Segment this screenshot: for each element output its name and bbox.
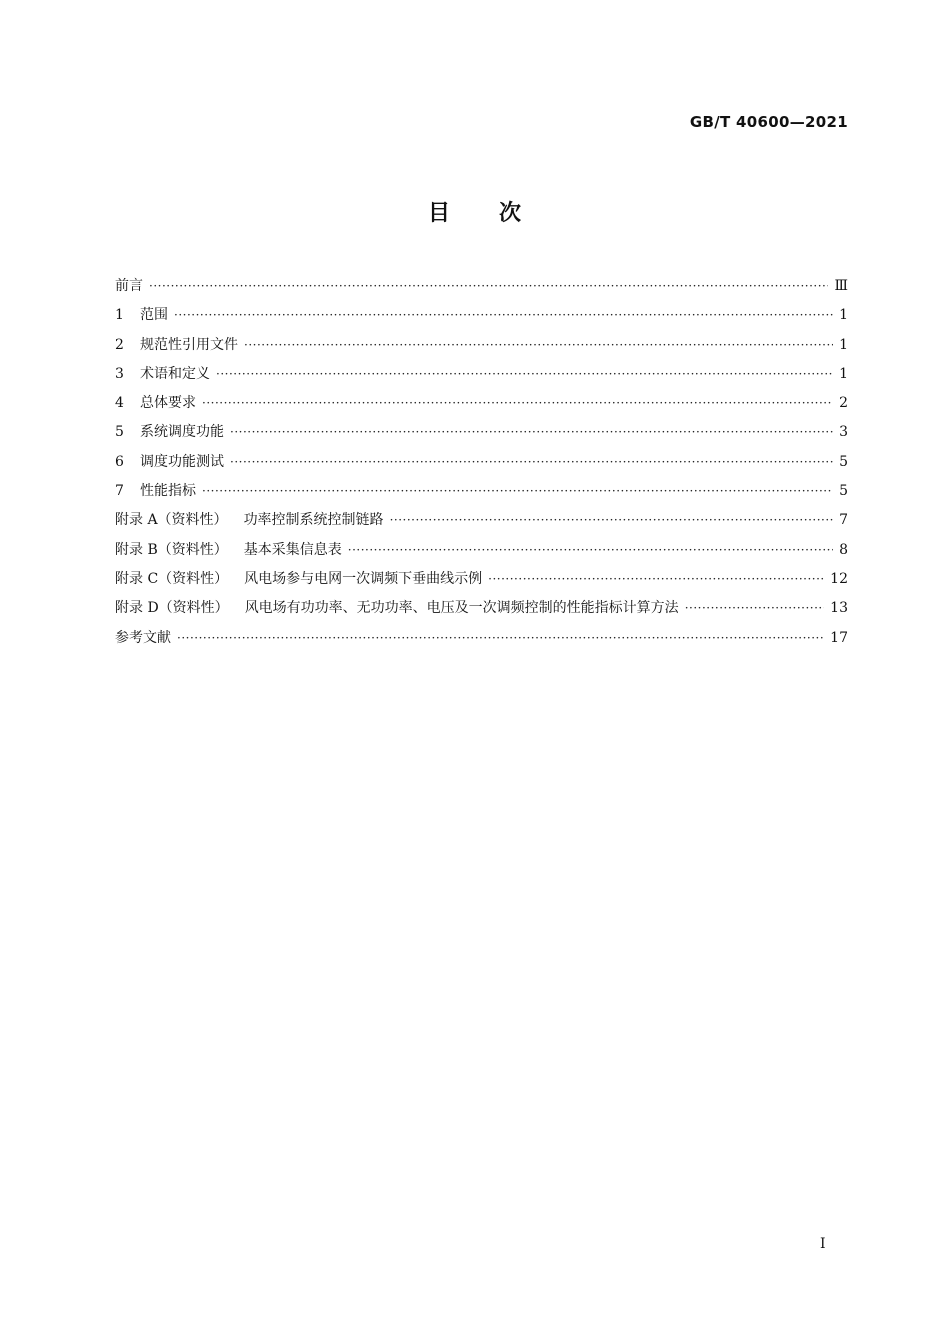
toc-number: 7 [115, 483, 124, 500]
toc-label: 系统调度功能 [140, 424, 224, 441]
toc-number: 3 [115, 365, 124, 382]
dot-leader [174, 301, 833, 330]
toc-label: 规范性引用文件 [140, 336, 238, 353]
toc-label: 调度功能测试 [140, 453, 224, 470]
toc-entry-2[interactable] [115, 331, 848, 360]
toc-page-number: 1 [839, 307, 848, 324]
toc-subtitle: 基本采集信息表 [243, 541, 342, 558]
toc-label: 前言 [115, 278, 143, 294]
title-char-1: 目 [427, 201, 451, 226]
toc-page-number: 1 [839, 365, 848, 382]
table-of-contents [115, 272, 848, 653]
toc-subtitle: 风电场参与电网一次调频下垂曲线示例 [244, 570, 483, 587]
dot-leader [149, 272, 828, 301]
dot-leader [230, 418, 833, 447]
toc-entry-1[interactable] [115, 301, 848, 330]
toc-number: 5 [115, 424, 124, 441]
dot-leader [390, 506, 834, 535]
dot-leader [348, 536, 833, 565]
toc-page-number: 2 [839, 395, 848, 412]
toc-label: 参考文献 [115, 629, 171, 646]
dot-leader [244, 331, 833, 360]
toc-entry-annex-b[interactable] [115, 536, 848, 565]
title-char-2: 次 [499, 201, 523, 226]
toc-subtitle: 功率控制系统控制链路 [243, 512, 384, 529]
page-number: I [820, 1236, 826, 1252]
toc-page-number: 12 [830, 570, 848, 587]
dot-leader [216, 360, 833, 389]
dot-leader [488, 565, 824, 594]
toc-page-number: 13 [830, 600, 848, 617]
page-title [0, 196, 950, 227]
toc-number: 1 [115, 307, 124, 324]
toc-page-number: 3 [839, 424, 848, 441]
dot-leader [202, 389, 833, 418]
toc-number: 4 [115, 395, 124, 412]
toc-entry-annex-d[interactable] [115, 594, 848, 623]
toc-label: 附录 A（资料性） [115, 512, 228, 529]
toc-number: 2 [115, 336, 124, 353]
toc-label: 总体要求 [140, 395, 196, 412]
toc-label: 附录 C（资料性） [115, 570, 229, 587]
toc-page-number: 8 [839, 541, 848, 558]
toc-entry-annex-a[interactable] [115, 506, 848, 535]
dot-leader [202, 477, 833, 506]
dot-leader [230, 448, 833, 477]
toc-subtitle: 风电场有功功率、无功功率、电压及一次调频控制的性能指标计算方法 [244, 600, 679, 617]
toc-entry-3[interactable] [115, 360, 848, 389]
toc-label: 术语和定义 [140, 365, 210, 382]
toc-entry-6[interactable] [115, 448, 848, 477]
dot-leader [685, 594, 824, 623]
toc-page-number: 7 [839, 512, 848, 529]
standard-code: GB/T 40600—2021 [689, 113, 848, 131]
toc-label: 性能指标 [140, 483, 196, 500]
toc-entry-5[interactable] [115, 418, 848, 447]
toc-entry-annex-c[interactable] [115, 565, 848, 594]
toc-number: 6 [115, 453, 124, 470]
toc-page-number: 17 [830, 629, 848, 646]
toc-entry-foreword[interactable] [115, 272, 848, 301]
toc-page-number: 5 [839, 453, 848, 470]
toc-entry-4[interactable] [115, 389, 848, 418]
toc-label: 附录 B（资料性） [115, 541, 228, 558]
toc-label: 附录 D（资料性） [115, 600, 229, 617]
toc-page-number: Ⅲ [834, 278, 848, 294]
toc-entry-references[interactable] [115, 624, 848, 653]
toc-label: 范围 [140, 307, 168, 324]
toc-page-number: 1 [839, 336, 848, 353]
dot-leader [177, 624, 824, 653]
toc-entry-7[interactable] [115, 477, 848, 506]
toc-page-number: 5 [839, 483, 848, 500]
